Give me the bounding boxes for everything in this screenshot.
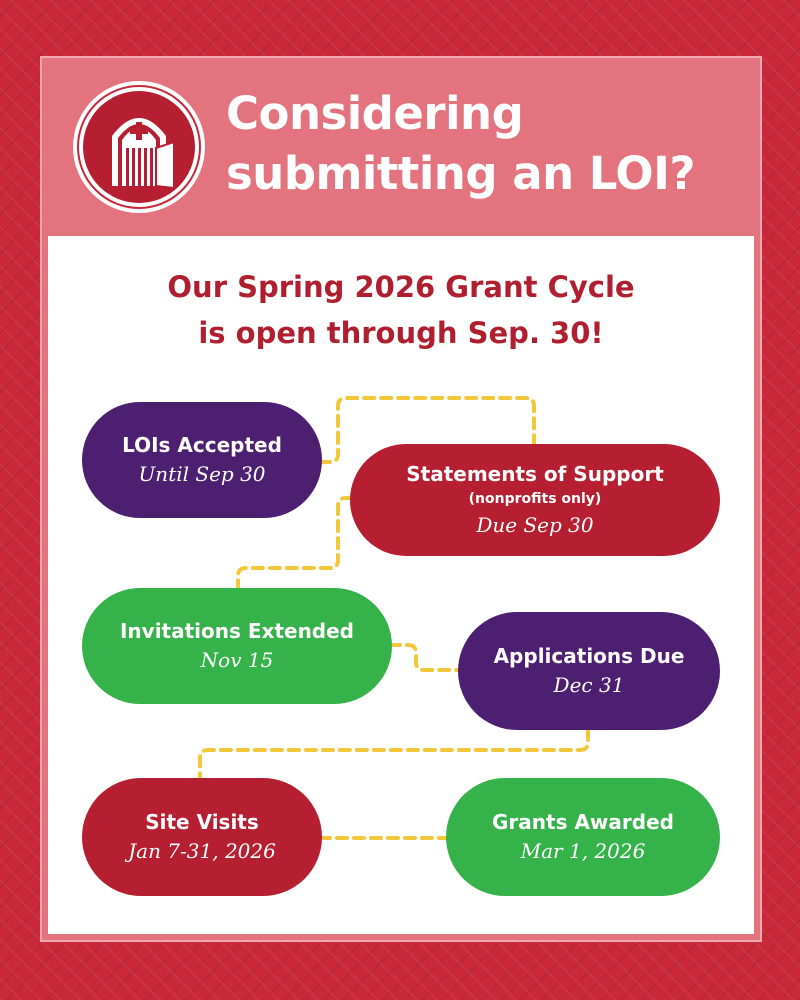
- step-title: LOIs Accepted: [122, 433, 282, 457]
- step-title: Applications Due: [493, 644, 685, 668]
- step-invitations-extended: [82, 588, 392, 704]
- step-note: (nonprofits only): [468, 491, 602, 507]
- step-title: Statements of Support: [406, 462, 664, 486]
- connector-4: [200, 730, 588, 778]
- step-date: Mar 1, 2026: [520, 839, 646, 863]
- step-date: Nov 15: [200, 648, 274, 672]
- subtitle-line-1: Our Spring 2026 Grant Cycle: [167, 270, 635, 304]
- step-date: Until Sep 30: [138, 462, 266, 486]
- step-date: Due Sep 30: [476, 513, 594, 537]
- step-date: Jan 7-31, 2026: [128, 839, 276, 863]
- step-statements-of-support: [350, 444, 720, 556]
- header-title-line-2: submitting an LOI?: [226, 147, 695, 200]
- step-applications-due: [458, 612, 720, 730]
- connector-3: [390, 645, 460, 670]
- step-date: Dec 31: [553, 673, 625, 697]
- step-title: Site Visits: [145, 810, 259, 834]
- step-lois-accepted: [82, 402, 322, 518]
- subtitle-line-2: is open through Sep. 30!: [198, 316, 604, 350]
- step-grants-awarded: [446, 778, 720, 896]
- step-site-visits: [82, 778, 322, 896]
- step-title: Invitations Extended: [119, 619, 354, 643]
- step-title: Grants Awarded: [492, 810, 674, 834]
- header-title-line-1: Considering: [226, 87, 524, 140]
